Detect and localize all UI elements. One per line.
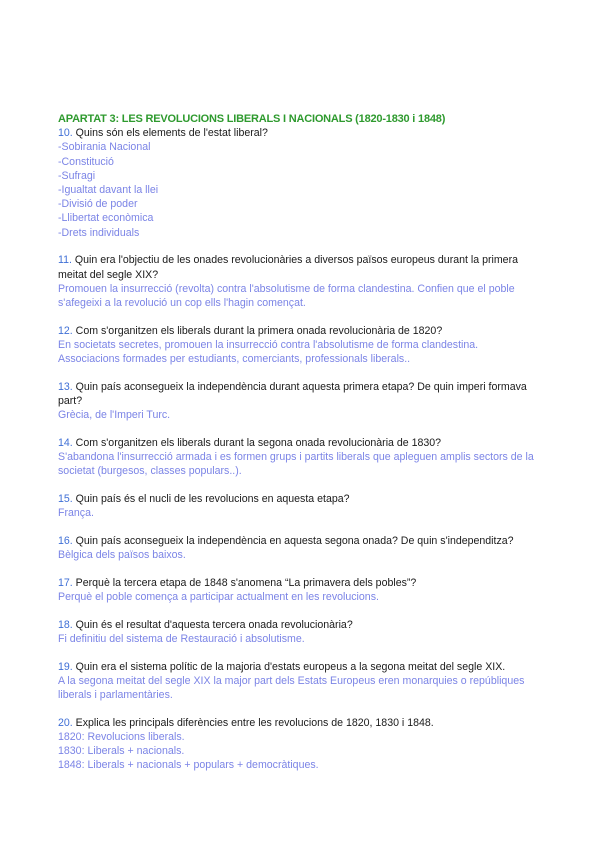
question-text xyxy=(58,576,548,590)
question-label: Com s'organitzen els liberals durant la segona onada revolucionària de 1830? xyxy=(72,436,442,449)
answer-line: S'abandona l'insurrecció armada i es formen grups i partits liberals que apleguen amplis sectors de la societat (burgesos, classes populars..). xyxy=(58,451,534,478)
question-text xyxy=(58,253,548,281)
question-text xyxy=(58,534,548,548)
question-number: 15. xyxy=(58,492,73,505)
question-number: 20. xyxy=(58,716,73,729)
question-label: Quin país aconsegueix la independència en aquesta segona onada? De quin s'independitza? xyxy=(72,534,514,547)
answer-line: -Divisió de poder xyxy=(58,198,138,211)
question-block xyxy=(58,660,548,703)
answer-line: -Sufragi xyxy=(58,169,96,182)
question-number: 13. xyxy=(58,380,73,393)
question-block xyxy=(58,126,548,240)
answer-line: -Constitució xyxy=(58,155,114,168)
question-number: 10. xyxy=(58,127,73,140)
question-number: 17. xyxy=(58,576,73,589)
question-block xyxy=(58,492,548,520)
section-title: APARTAT 3: LES REVOLUCIONS LIBERALS I NACIONALS (1820-1830 i 1848) xyxy=(58,113,446,125)
answer-line: Perquè el poble comença a participar actualment en les revolucions. xyxy=(58,590,379,603)
question-block xyxy=(58,618,548,646)
answer-line: -Igualtat davant la llei xyxy=(58,184,159,197)
question-text xyxy=(58,716,548,730)
question-block xyxy=(58,576,548,604)
question-block xyxy=(58,380,548,423)
answer-line: Fi definitiu del sistema de Restauració i absolutisme. xyxy=(58,632,305,645)
question-list xyxy=(58,126,548,772)
question-label: Quin país és el nucli de les revolucions en aquesta etapa? xyxy=(72,492,350,505)
answer-line: 1820: Revolucions liberals. xyxy=(58,730,185,743)
question-label: Quin era l'objectiu de les onades revolucionàries a diversos països europeus durant la primera meitat del segle XIX? xyxy=(58,254,518,281)
answer-line: -Sobirania Nacional xyxy=(58,141,151,154)
question-text xyxy=(58,492,548,506)
question-block xyxy=(58,534,548,562)
question-number: 12. xyxy=(58,324,73,337)
question-label: Quin és el resultat d'aquesta tercera onada revolucionària? xyxy=(72,618,353,631)
question-block xyxy=(58,253,548,310)
answer-line: En societats secretes, promouen la insurrecció contra l'absolutisme de forma clandestina. xyxy=(58,338,479,351)
question-block xyxy=(58,436,548,479)
answer-line: A la segona meitat del segle XIX la major part dels Estats Europeus eren monarquies o repúbliques liberals i parlamentàries. xyxy=(58,674,525,701)
question-number: 14. xyxy=(58,436,73,449)
question-label: Quin país aconsegueix la independència durant aquesta primera etapa? De quin imperi formava part? xyxy=(58,380,527,407)
answer-line: França. xyxy=(58,507,94,520)
question-text xyxy=(58,436,548,450)
question-label: Explica les principals diferències entre les revolucions de 1820, 1830 i 1848. xyxy=(72,716,434,729)
question-text xyxy=(58,380,548,408)
question-number: 19. xyxy=(58,660,73,673)
question-number: 11. xyxy=(58,254,72,267)
question-text xyxy=(58,618,548,632)
answer-line: -Llibertat econòmica xyxy=(58,212,154,225)
question-label: Quin era el sistema polític de la majoria d'estats europeus a la segona meitat del segle XIX. xyxy=(72,660,506,673)
question-block xyxy=(58,716,548,773)
answer-line: Promouen la insurrecció (revolta) contra l'absolutisme de forma clandestina. Confien que el poble s'afegeixi a la revolució un cop ells l'hagin començat. xyxy=(58,282,515,309)
question-text xyxy=(58,324,548,338)
answer-line: Associacions formades per estudiants, comerciants, professionals liberals.. xyxy=(58,353,411,366)
answer-line: 1848: Liberals + nacionals + populars + democràtiques. xyxy=(58,759,319,772)
question-text xyxy=(58,660,548,674)
answer-line: Bèlgica dels països baixos. xyxy=(58,549,186,562)
answer-line: Grècia, de l'Imperi Turc. xyxy=(58,409,171,422)
document-page xyxy=(58,112,548,786)
question-block xyxy=(58,324,548,367)
question-text xyxy=(58,126,548,140)
answer-line: 1830: Liberals + nacionals. xyxy=(58,745,185,758)
question-label: Com s'organitzen els liberals durant la primera onada revolucionària de 1820? xyxy=(72,324,443,337)
question-label: Perquè la tercera etapa de 1848 s'anomena “La primavera dels pobles”? xyxy=(72,576,417,589)
question-label: Quins són els elements de l'estat liberal? xyxy=(72,127,268,140)
question-number: 16. xyxy=(58,534,73,547)
answer-line: -Drets individuals xyxy=(58,226,140,239)
question-number: 18. xyxy=(58,618,73,631)
